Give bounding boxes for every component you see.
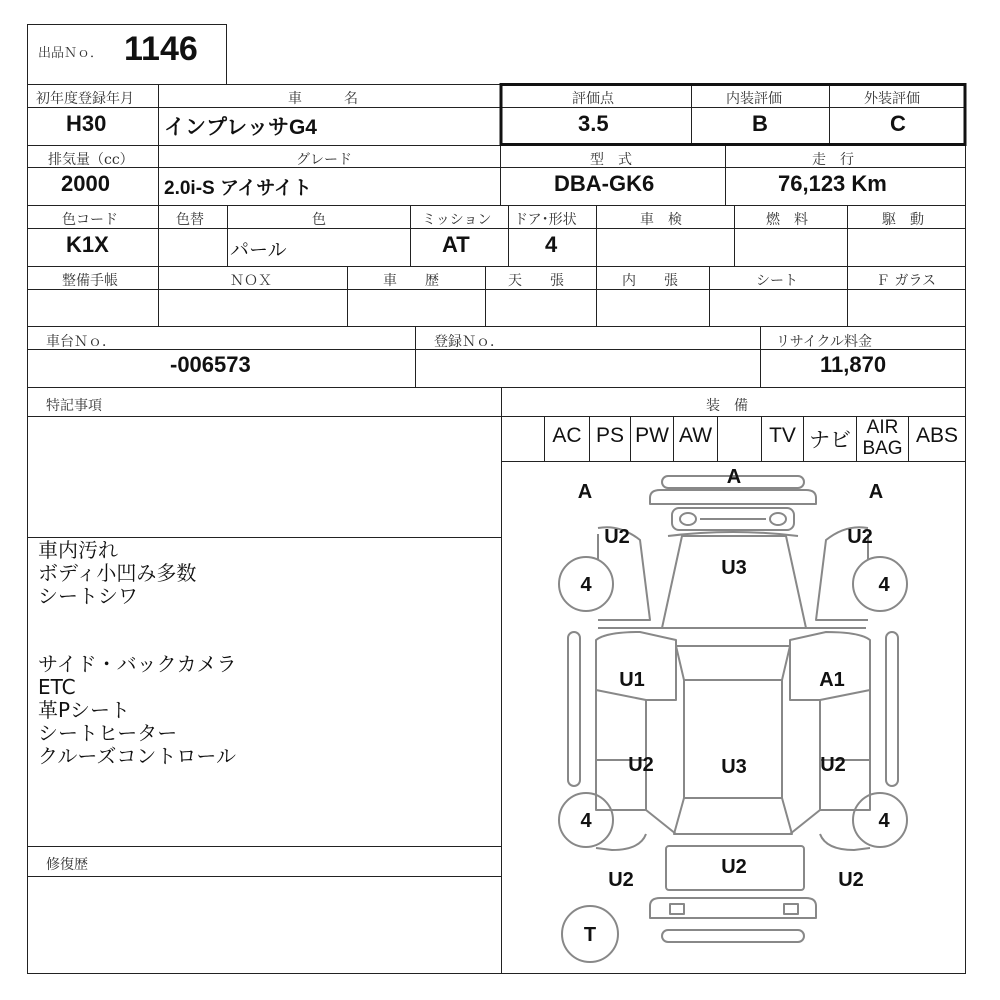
equipment-abs: ABS [915,424,959,447]
recolor-label: 色替 [176,212,204,228]
equipment-label: 装 備 [706,398,748,414]
car-name-value: インプレッサG4 [164,116,317,139]
special-notes-label: 特記事項 [46,398,102,414]
exterior-rating-label: 外装評価 [864,91,920,107]
fuel-label: 燃 料 [766,212,808,228]
color-label: 色 [312,212,326,228]
model-label: 型 式 [590,152,632,168]
grade-label: グレード [296,152,352,168]
equipment-ac: AC [552,424,582,447]
mark-rear-right-door: U2 [820,754,846,776]
mark-front-right-fender: U2 [847,526,873,548]
chassis-number-label: 車台Ｎｏ． [46,334,116,350]
mark-front-left-corner: A [577,481,593,503]
exterior-rating-value: C [890,111,906,136]
mark-spare-tire: T [583,924,597,946]
mark-roof: U3 [721,756,747,778]
lot-number-value: 1146 [124,30,198,68]
seat-label: シート [756,273,798,289]
grade-value: 2.0i-S アイサイト [164,178,312,199]
mark-front-left-door: U1 [619,669,645,691]
equipment-pw: PW [635,424,669,447]
color-code-label: 色コード [62,212,118,228]
chassis-number-value: -006573 [170,352,251,377]
recycle-fee-value: 11,870 [820,352,887,377]
mark-front-right-door: A1 [819,669,845,691]
mark-hood: U3 [721,557,747,579]
registration-year-label: 初年度登録年月 [36,91,134,107]
front-glass-label: Ｆ ガラス [876,273,937,289]
car-name-label: 車 名 [288,91,358,107]
displacement-label: 排気量（cc） [48,152,134,168]
mark-front-right-wheel: 4 [878,574,890,596]
repair-history-label: 修復歴 [46,857,88,873]
mark-front-right-corner: A [868,481,884,503]
mileage-label: 走 行 [812,152,854,168]
mileage-value: 76,123 Km [778,171,887,196]
mark-rear-left-wheel: 4 [580,810,592,832]
mark-rear-left-fender: U2 [608,869,634,891]
inspection-label: 車 検 [640,212,682,228]
model-value: DBA-GK6 [554,171,655,196]
interior-rating-label: 内装評価 [726,91,782,107]
mark-front-left-wheel: 4 [580,574,592,596]
roof-lining-label: 天 張 [508,273,564,289]
service-book-label: 整備手帳 [62,273,118,289]
recycle-fee-label: リサイクル料金 [776,334,873,350]
mark-front-left-fender: U2 [604,526,630,548]
equipment-navi: ナビ [809,429,851,452]
mission-value: AT [442,232,470,257]
interior-trim-label: 内 張 [622,273,678,289]
mission-label: ミッション [422,212,492,228]
color-code-value: K1X [66,232,109,257]
color-value: パール [230,239,287,261]
registration-number-label: 登録Ｎｏ． [434,334,504,350]
registration-year-value: H30 [66,111,107,136]
mark-front-bumper: A [726,466,742,488]
lot-number-label: 出品Ｎｏ． [38,46,104,61]
equipment-airbag: AIR BAG [862,417,903,459]
nox-label: ＮＯＸ [230,273,272,289]
evaluation-score-value: 3.5 [578,111,609,136]
equipment-tv: TV [769,424,796,447]
evaluation-score-label: 評価点 [572,91,614,107]
equipment-aw: AW [678,424,713,447]
mark-rear-right-fender: U2 [838,869,864,891]
vehicle-history-label: 車 歴 [383,273,439,289]
drive-label: 駆 動 [882,212,924,228]
interior-rating-value: B [752,111,768,136]
special-notes-text-2: サイド・バックカメラ ETC 革Pシート シートヒーター クルーズコントロール [38,652,237,768]
mark-rear-right-wheel: 4 [878,810,890,832]
mark-rear-left-door: U2 [628,754,654,776]
door-value: 4 [545,232,558,257]
special-notes-text-1: 車内汚れ ボディ小凹み多数 シートシワ [38,538,197,608]
equipment-ps: PS [595,424,624,447]
displacement-value: 2000 [61,171,110,196]
door-label: ドア･形状 [514,212,577,228]
mark-trunk: U2 [721,856,747,878]
